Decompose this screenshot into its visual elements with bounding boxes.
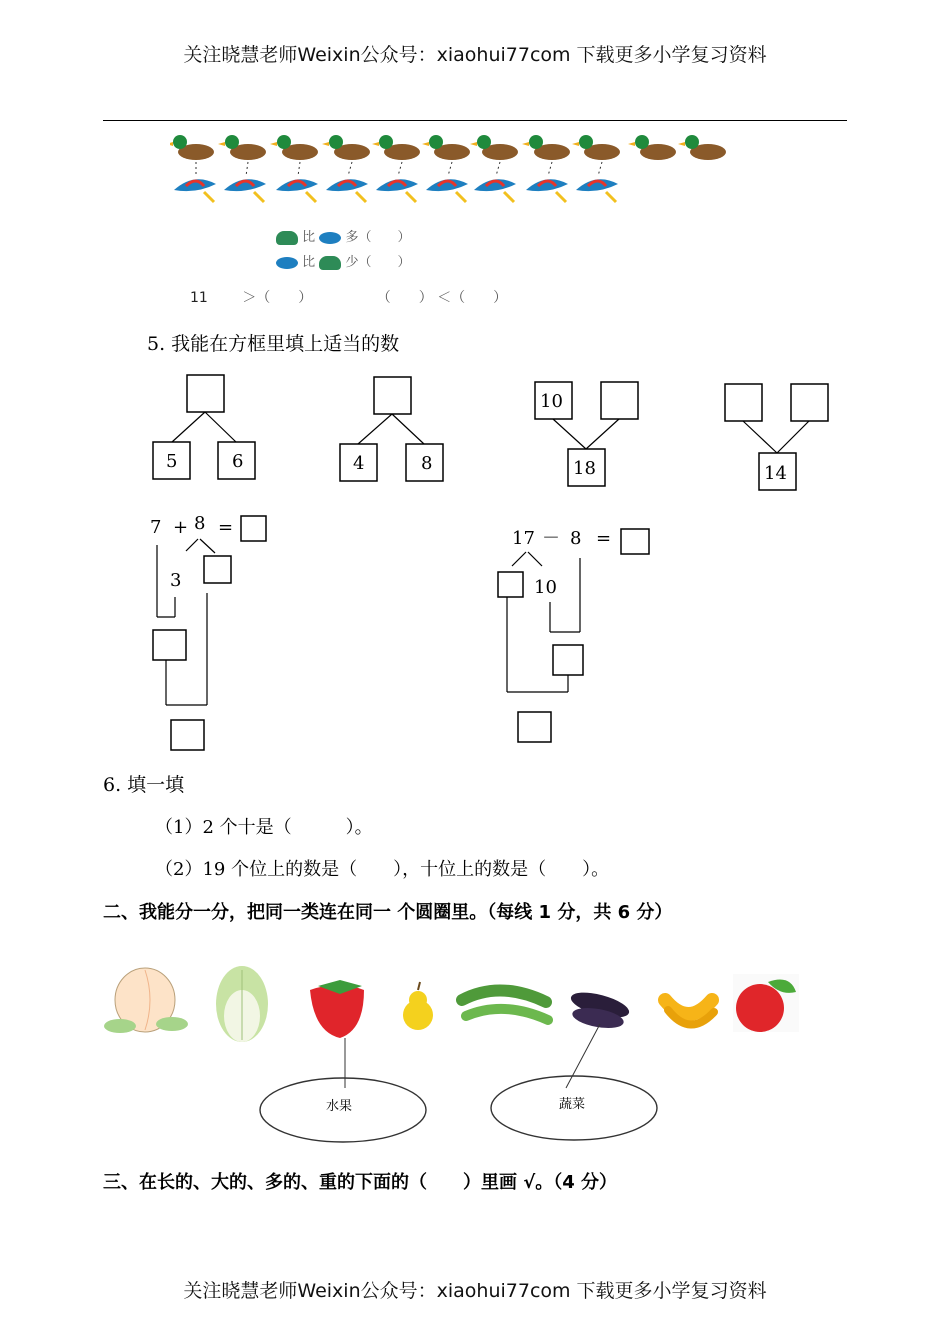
match-line	[298, 162, 300, 176]
number-trees	[0, 360, 950, 500]
page-header: 关注晓慧老师Weixin公众号：xiaohui77com 下载更多小学复习资料	[183, 44, 767, 66]
eq1-eq: =	[218, 517, 234, 538]
eq2-result-box[interactable]	[518, 712, 551, 742]
eq2-answer-box[interactable]	[621, 529, 649, 554]
match-line	[246, 162, 248, 176]
pear-icon[interactable]	[403, 982, 433, 1030]
duck-icon	[270, 135, 318, 160]
q6-title: 6. 填一填	[103, 774, 185, 796]
compare-suffix-1: 多（ ）	[345, 230, 411, 245]
q6-line-2: （2）19 个位上的数是（ ），十位上的数是（ ）。	[155, 859, 610, 880]
duck-bird-illustration	[170, 132, 740, 212]
bird-icon	[474, 179, 516, 202]
compare-suffix-2: 少（ ）	[345, 255, 411, 270]
match-line	[348, 162, 352, 176]
eq2-split: 10	[534, 577, 557, 598]
equation-1	[140, 505, 290, 755]
duck-icon	[628, 135, 676, 160]
eq1-middle-box[interactable]	[153, 630, 186, 660]
eq2-a: 17	[512, 528, 535, 549]
q5-title: 5. 我能在方框里填上适当的数	[147, 333, 400, 355]
match-line	[598, 162, 602, 176]
tree1-top-box[interactable]	[187, 375, 224, 412]
bird-icon	[224, 179, 266, 202]
eq1-b: 8	[194, 513, 206, 534]
page-footer: 关注晓慧老师Weixin公众号：xiaohui77com 下载更多小学复习资料	[183, 1280, 767, 1302]
compare-line-2	[276, 251, 410, 270]
bird-icon	[319, 232, 341, 244]
tree2-left-label: 4	[353, 453, 365, 474]
section-3-title: 三、在长的、大的、多的、重的下面的（ ）里画 √。（4 分）	[103, 1172, 618, 1193]
bird-icon	[526, 179, 568, 202]
eq1-result-box[interactable]	[171, 720, 204, 750]
fruit-circle-label: 水果	[326, 1099, 353, 1114]
peach-icon[interactable]	[104, 968, 188, 1033]
match-line	[398, 162, 402, 176]
ineq-lt: ＜（ ）	[437, 290, 508, 306]
match-line	[548, 162, 552, 176]
bird-icon	[426, 179, 468, 202]
eq1-a: 7	[150, 517, 162, 538]
bird-icon	[326, 179, 368, 202]
bird-icon	[276, 257, 298, 269]
duck-icon	[218, 135, 266, 160]
veg-circle-label: 蔬菜	[559, 1097, 586, 1112]
eq2-eq: =	[596, 528, 612, 549]
tree4-left-box[interactable]	[725, 384, 762, 421]
compare-line-1	[276, 226, 410, 245]
tree4-bottom-label: 14	[764, 463, 787, 484]
tree3-right-box[interactable]	[601, 382, 638, 419]
apple-icon[interactable]	[733, 974, 799, 1032]
duck-icon	[470, 135, 518, 160]
duck-icon	[322, 135, 370, 160]
eq2-middle-box[interactable]	[553, 645, 583, 675]
duck-icon	[572, 135, 620, 160]
eq1-answer-box[interactable]	[241, 516, 266, 541]
eq1-split-box[interactable]	[204, 556, 231, 583]
duck-row-svg	[170, 132, 740, 212]
eq2-op: －	[542, 528, 560, 549]
ineq-num: 11	[190, 290, 208, 306]
duck-icon	[319, 256, 341, 270]
duck-icon	[372, 135, 420, 160]
tree3-left-label: 10	[540, 391, 563, 412]
duck-icon	[678, 135, 726, 160]
eq1-op: +	[173, 517, 189, 538]
peas-icon[interactable]	[462, 990, 548, 1020]
tree1-left-label: 5	[166, 451, 178, 472]
header-rule	[103, 120, 847, 121]
section-2-title: 二、我能分一分，把同一类连在同一 个圆圈里。（每线 1 分，共 6 分）	[103, 902, 673, 923]
match-line	[448, 162, 452, 176]
fruit-veg-row	[100, 960, 810, 1150]
eq2-split-box[interactable]	[498, 572, 523, 597]
tree2-right-label: 8	[421, 453, 433, 474]
tree1-right-label: 6	[232, 451, 244, 472]
bird-icon	[276, 179, 318, 202]
banana-icon[interactable]	[665, 1000, 714, 1025]
bird-icon	[174, 179, 216, 202]
eq2-b: 8	[570, 528, 582, 549]
equation-2	[490, 520, 670, 750]
duck-icon	[422, 135, 470, 160]
match-line	[496, 162, 500, 176]
eq1-split: 3	[170, 570, 182, 591]
strawberry-icon[interactable]	[310, 980, 364, 1038]
ineq-mid: （ ）	[376, 290, 433, 306]
ineq-gt: ＞（ ）	[242, 290, 313, 306]
tree3-bottom-label: 18	[573, 458, 596, 479]
bird-icon	[376, 179, 418, 202]
duck-icon	[170, 135, 214, 160]
inequality-line	[190, 287, 710, 307]
compare-word-2: 比	[302, 255, 316, 270]
q6-line-1: （1）2 个十是（ ）。	[155, 817, 373, 838]
duck-icon	[276, 231, 298, 245]
tree2-top-box[interactable]	[374, 377, 411, 414]
bird-icon	[576, 179, 618, 202]
compare-word-1: 比	[302, 230, 316, 245]
duck-icon	[522, 135, 570, 160]
tree4-right-box[interactable]	[791, 384, 828, 421]
cabbage-icon[interactable]	[216, 966, 268, 1042]
